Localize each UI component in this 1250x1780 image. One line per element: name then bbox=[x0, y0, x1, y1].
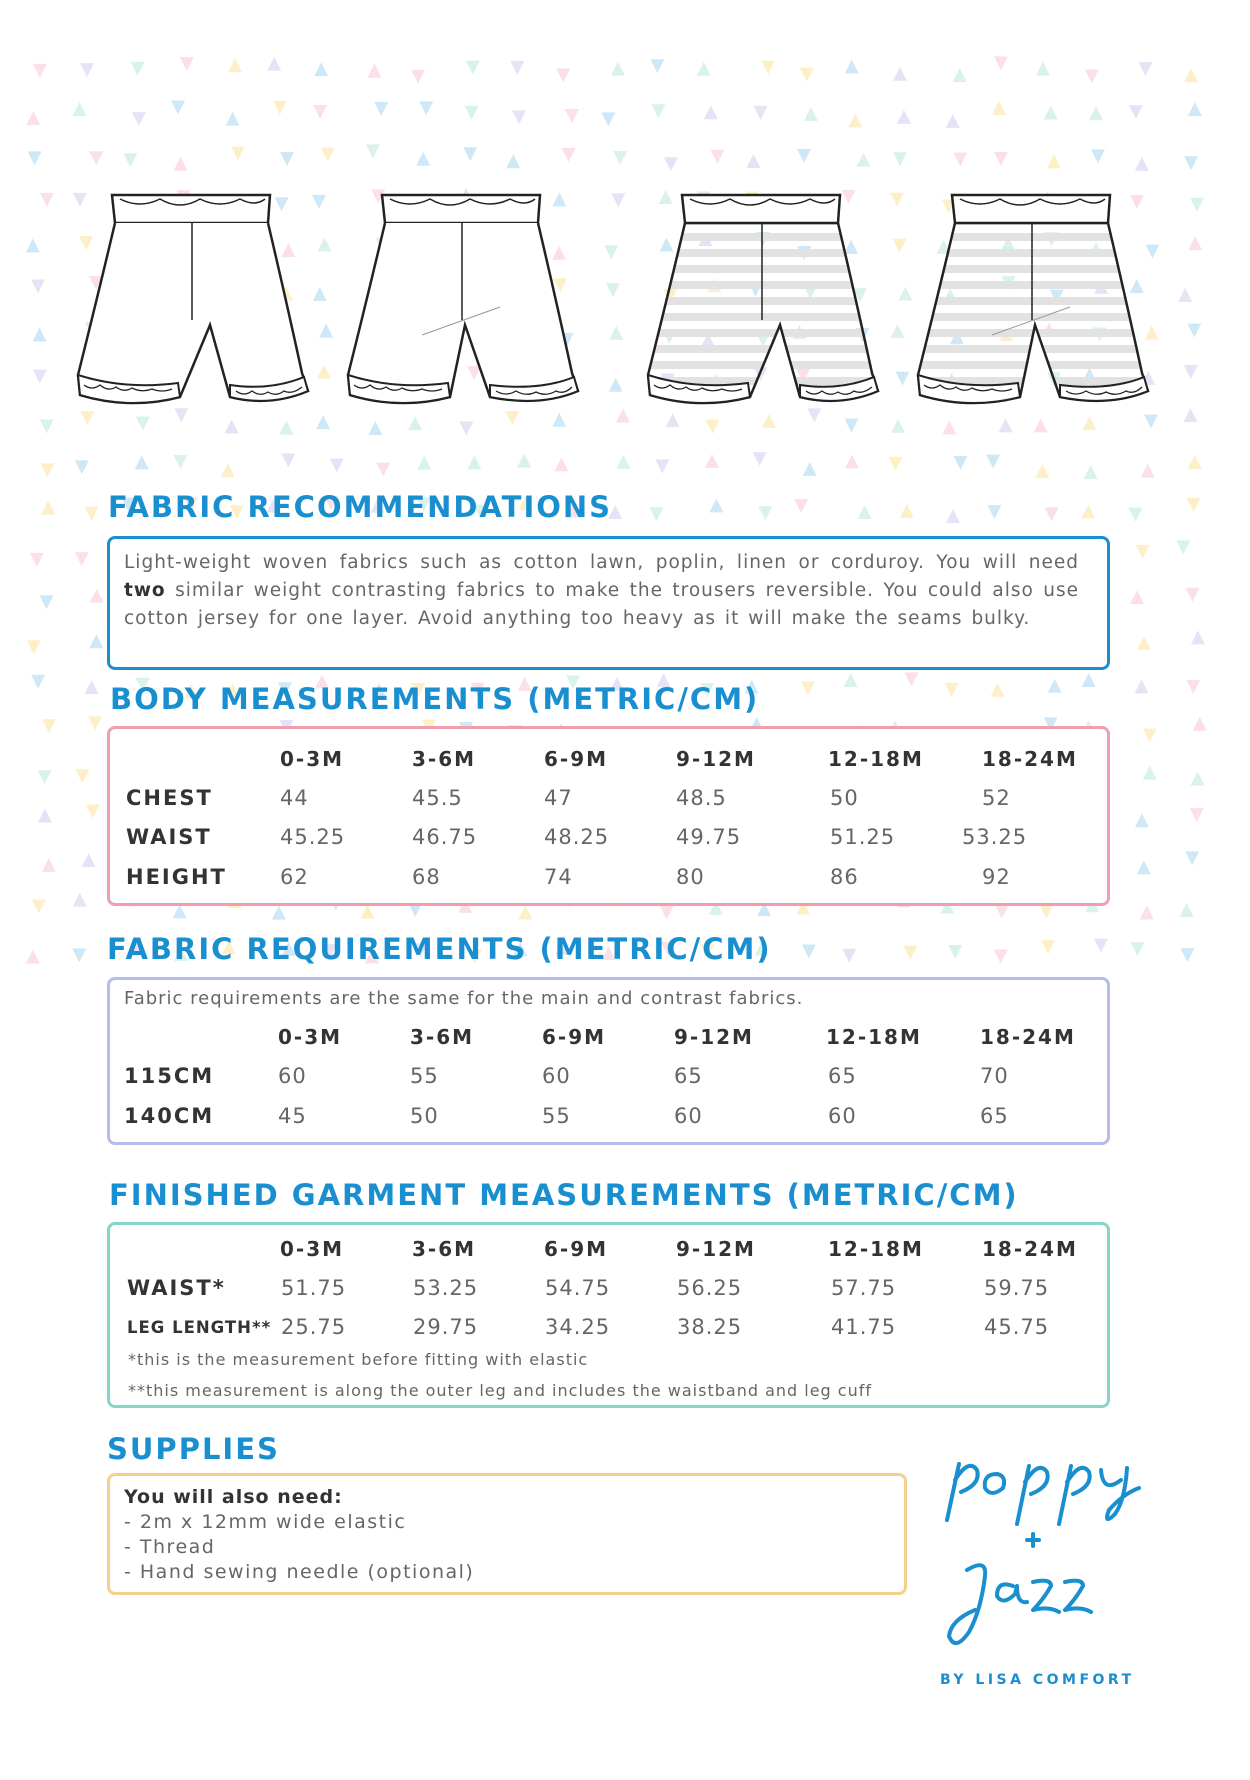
confetti-triangle bbox=[1187, 498, 1201, 512]
confetti-triangle bbox=[281, 453, 295, 467]
table-cell: 55 bbox=[542, 1104, 571, 1128]
confetti-triangle bbox=[226, 112, 240, 126]
table-cell: 50 bbox=[410, 1104, 439, 1128]
table-cell: 60 bbox=[542, 1064, 571, 1088]
confetti-triangle bbox=[660, 906, 674, 920]
confetti-triangle bbox=[803, 462, 817, 476]
confetti-triangle bbox=[173, 904, 187, 918]
supplies-item: - Thread bbox=[124, 1536, 216, 1558]
confetti-triangle bbox=[893, 67, 907, 81]
row-label-height: HEIGHT bbox=[126, 865, 227, 889]
fabric-text-bold: two bbox=[124, 580, 166, 601]
table-cell: 45.25 bbox=[280, 825, 346, 849]
supplies-title: SUPPLIES bbox=[107, 1432, 280, 1466]
table-cell: 74 bbox=[544, 865, 573, 889]
confetti-triangle bbox=[990, 683, 1004, 697]
size-header: 6-9M bbox=[544, 1237, 609, 1261]
table-cell: 34.25 bbox=[545, 1315, 611, 1339]
confetti-triangle bbox=[38, 809, 52, 823]
confetti-triangle bbox=[90, 589, 104, 603]
confetti-triangle bbox=[416, 152, 430, 166]
confetti-triangle bbox=[30, 553, 44, 567]
confetti-triangle bbox=[135, 455, 149, 469]
confetti-triangle bbox=[368, 64, 382, 78]
confetti-triangle bbox=[85, 680, 99, 694]
supplies-heading: You will also need: bbox=[124, 1486, 343, 1508]
confetti-triangle bbox=[1045, 507, 1059, 521]
size-header: 3-6M bbox=[412, 1237, 477, 1261]
confetti-triangle bbox=[465, 106, 479, 120]
confetti-triangle bbox=[73, 893, 87, 907]
supplies-box bbox=[107, 1473, 907, 1595]
footnote-leg-length: **this measurement is along the outer leg and includes the waistband and leg cuff bbox=[128, 1381, 872, 1400]
confetti-triangle bbox=[88, 716, 102, 730]
confetti-triangle bbox=[518, 905, 532, 919]
confetti-triangle bbox=[994, 56, 1008, 70]
confetti-triangle bbox=[417, 456, 431, 470]
body-measurements-title: BODY MEASUREMENTS (METRIC/CM) bbox=[110, 682, 760, 716]
confetti-triangle bbox=[75, 460, 89, 474]
finished-measurements-box bbox=[107, 1222, 1110, 1408]
confetti-triangle bbox=[1048, 679, 1062, 693]
confetti-triangle bbox=[131, 62, 145, 76]
confetti-triangle bbox=[1094, 939, 1108, 953]
table-cell: 55 bbox=[410, 1064, 439, 1088]
confetti-triangle bbox=[314, 62, 328, 76]
table-cell: 25.75 bbox=[281, 1315, 347, 1339]
confetti-triangle bbox=[804, 107, 818, 121]
confetti-triangle bbox=[72, 102, 86, 116]
confetti-triangle bbox=[86, 804, 100, 818]
table-cell: 45 bbox=[278, 1104, 307, 1128]
confetti-triangle bbox=[1188, 455, 1202, 469]
table-cell: 49.75 bbox=[676, 825, 742, 849]
confetti-triangle bbox=[89, 634, 103, 648]
size-header: 6-9M bbox=[542, 1025, 607, 1049]
confetti-triangle bbox=[228, 58, 242, 72]
confetti-triangle bbox=[75, 552, 89, 566]
fabric-text-part-1: Light-weight woven fabrics such as cotton lawn, poplin, linen or corduroy. You will need bbox=[124, 552, 1079, 573]
confetti-triangle bbox=[857, 153, 871, 167]
confetti-triangle bbox=[376, 463, 390, 477]
confetti-triangle bbox=[613, 151, 627, 165]
table-cell: 60 bbox=[278, 1064, 307, 1088]
size-header: 6-9M bbox=[544, 747, 609, 771]
confetti-triangle bbox=[1176, 540, 1190, 554]
table-cell: 68 bbox=[412, 865, 441, 889]
confetti-triangle bbox=[1191, 772, 1205, 786]
confetti-triangle bbox=[554, 457, 568, 471]
confetti-triangle bbox=[89, 151, 103, 165]
confetti-triangle bbox=[842, 949, 856, 963]
confetti-triangle bbox=[512, 110, 526, 124]
confetti-triangle bbox=[797, 149, 811, 163]
table-cell: 45.5 bbox=[412, 786, 463, 810]
table-cell: 92 bbox=[982, 865, 1011, 889]
confetti-triangle bbox=[946, 509, 960, 523]
confetti-triangle bbox=[510, 61, 524, 75]
confetti-triangle bbox=[1136, 545, 1150, 559]
size-header: 18-24M bbox=[982, 747, 1078, 771]
confetti-triangle bbox=[946, 114, 960, 128]
confetti-triangle bbox=[32, 899, 46, 913]
confetti-triangle bbox=[1143, 729, 1157, 743]
confetti-triangle bbox=[845, 455, 859, 469]
byline: BY LISA COMFORT bbox=[940, 1672, 1135, 1688]
confetti-triangle bbox=[171, 101, 185, 115]
confetti-triangle bbox=[562, 148, 576, 162]
confetti-triangle bbox=[704, 105, 718, 119]
fabric-text-part-2: similar weight contrasting fabrics to make the trousers reversible. You could also use cotton jersey for one layer. Avoid anything too heavy as it will make the seams bulky. bbox=[124, 580, 1079, 629]
confetti-triangle bbox=[987, 505, 1001, 519]
confetti-triangle bbox=[953, 153, 967, 167]
confetti-triangle bbox=[903, 946, 917, 960]
size-header: 0-3M bbox=[278, 1025, 343, 1049]
confetti-triangle bbox=[27, 640, 41, 654]
confetti-triangle bbox=[802, 945, 816, 959]
confetti-triangle bbox=[1137, 636, 1151, 650]
table-cell: 41.75 bbox=[831, 1315, 897, 1339]
confetti-triangle bbox=[1135, 679, 1149, 693]
confetti-triangle bbox=[616, 455, 630, 469]
confetti-triangle bbox=[39, 595, 53, 609]
confetti-triangle bbox=[995, 904, 1009, 918]
confetti-triangle bbox=[1081, 505, 1095, 519]
table-cell: 65 bbox=[980, 1104, 1009, 1128]
confetti-triangle bbox=[601, 112, 615, 126]
row-label-waist: WAIST bbox=[126, 825, 212, 849]
row-label-115cm: 115CM bbox=[124, 1064, 215, 1088]
table-cell: 46.75 bbox=[412, 825, 478, 849]
confetti-triangle bbox=[1179, 903, 1193, 917]
row-label-waist: WAIST* bbox=[127, 1276, 226, 1300]
confetti-triangle bbox=[321, 148, 335, 162]
confetti-triangle bbox=[280, 152, 294, 166]
confetti-triangle bbox=[1141, 464, 1155, 478]
confetti-triangle bbox=[1143, 766, 1157, 780]
size-header: 0-3M bbox=[280, 747, 345, 771]
confetti-triangle bbox=[1130, 590, 1144, 604]
confetti-triangle bbox=[753, 452, 767, 466]
table-cell: 48.25 bbox=[544, 825, 610, 849]
confetti-triangle bbox=[231, 146, 245, 160]
table-cell: 60 bbox=[674, 1104, 703, 1128]
table-cell: 50 bbox=[830, 786, 859, 810]
supplies-item: - Hand sewing needle (optional) bbox=[124, 1561, 475, 1583]
confetti-triangle bbox=[1184, 156, 1198, 170]
fabric-requirements-box bbox=[107, 977, 1110, 1145]
confetti-triangle bbox=[905, 672, 919, 686]
confetti-triangle bbox=[1135, 157, 1149, 171]
confetti-triangle bbox=[361, 905, 375, 919]
confetti-triangle bbox=[31, 675, 45, 689]
confetti-triangle bbox=[1036, 62, 1050, 76]
fabric-recommendations-box bbox=[107, 536, 1110, 670]
size-header: 9-12M bbox=[674, 1025, 754, 1049]
confetti-triangle bbox=[272, 906, 286, 920]
confetti-triangle bbox=[26, 950, 40, 964]
table-cell: 70 bbox=[980, 1064, 1009, 1088]
confetti-triangle bbox=[517, 454, 531, 468]
confetti-triangle bbox=[953, 68, 967, 82]
table-cell: 53.25 bbox=[962, 825, 1028, 849]
confetti-triangle bbox=[1085, 69, 1099, 83]
confetti-triangle bbox=[1089, 106, 1103, 120]
confetti-triangle bbox=[467, 455, 481, 469]
table-cell: 57.75 bbox=[831, 1276, 897, 1300]
confetti-triangle bbox=[1041, 940, 1055, 954]
confetti-triangle bbox=[221, 463, 235, 477]
size-header: 3-6M bbox=[410, 1025, 475, 1049]
table-cell: 44 bbox=[280, 786, 309, 810]
confetti-triangle bbox=[1190, 808, 1204, 822]
fabric-requirements-title: FABRIC REQUIREMENTS (METRIC/CM) bbox=[107, 932, 772, 966]
size-header: 3-6M bbox=[412, 747, 477, 771]
confetti-triangle bbox=[132, 112, 146, 126]
size-header: 0-3M bbox=[280, 1237, 345, 1261]
confetti-triangle bbox=[374, 102, 388, 116]
poppy-jazz-logo bbox=[925, 1440, 1155, 1660]
confetti-triangle bbox=[650, 59, 664, 73]
confetti-triangle bbox=[888, 457, 902, 471]
confetti-triangle bbox=[1185, 851, 1199, 865]
confetti-triangle bbox=[506, 154, 520, 168]
confetti-triangle bbox=[82, 853, 96, 867]
confetti-triangle bbox=[954, 456, 968, 470]
table-cell: 52 bbox=[982, 786, 1011, 810]
confetti-triangle bbox=[556, 68, 570, 82]
confetti-triangle bbox=[754, 106, 768, 120]
table-cell: 54.75 bbox=[545, 1276, 611, 1300]
confetti-triangle bbox=[411, 70, 425, 84]
table-cell: 86 bbox=[830, 865, 859, 889]
confetti-triangle bbox=[1193, 717, 1207, 731]
confetti-triangle bbox=[900, 504, 914, 518]
confetti-triangle bbox=[565, 109, 579, 123]
confetti-triangle bbox=[1184, 68, 1198, 82]
confetti-triangle bbox=[123, 153, 137, 167]
table-cell: 80 bbox=[676, 865, 705, 889]
confetti-triangle bbox=[650, 507, 664, 521]
table-cell: 60 bbox=[828, 1104, 857, 1128]
confetti-triangle bbox=[28, 151, 42, 165]
confetti-triangle bbox=[709, 498, 723, 512]
table-cell: 65 bbox=[674, 1064, 703, 1088]
confetti-triangle bbox=[1039, 905, 1053, 919]
size-header: 12-18M bbox=[828, 1237, 924, 1261]
confetti-triangle bbox=[761, 61, 775, 75]
confetti-triangle bbox=[267, 57, 281, 71]
size-header: 18-24M bbox=[980, 1025, 1076, 1049]
confetti-triangle bbox=[948, 945, 962, 959]
confetti-triangle bbox=[1128, 508, 1142, 522]
confetti-triangle bbox=[992, 101, 1006, 115]
confetti-triangle bbox=[848, 114, 862, 128]
confetti-triangle bbox=[1082, 673, 1096, 687]
size-header: 18-24M bbox=[982, 1237, 1078, 1261]
confetti-triangle bbox=[463, 147, 477, 161]
table-cell: 38.25 bbox=[677, 1315, 743, 1339]
confetti-triangle bbox=[1186, 588, 1200, 602]
table-cell: 29.75 bbox=[413, 1315, 479, 1339]
confetti-triangle bbox=[42, 858, 56, 872]
supplies-item: - 2m x 12mm wide elastic bbox=[124, 1511, 407, 1533]
size-header: 12-18M bbox=[826, 1025, 922, 1049]
confetti-triangle bbox=[710, 150, 724, 164]
fabric-recommendations-title: FABRIC RECOMMENDATIONS bbox=[108, 490, 613, 524]
confetti-triangle bbox=[1130, 942, 1144, 956]
confetti-triangle bbox=[897, 110, 911, 124]
confetti-triangle bbox=[994, 152, 1008, 166]
confetti-triangle bbox=[994, 950, 1008, 964]
confetti-triangle bbox=[1188, 102, 1202, 116]
shorts-front-plain-icon bbox=[70, 185, 310, 435]
confetti-triangle bbox=[611, 62, 625, 76]
confetti-triangle bbox=[858, 505, 872, 519]
confetti-triangle bbox=[330, 458, 344, 472]
confetti-triangle bbox=[758, 506, 772, 520]
table-cell: 45.75 bbox=[984, 1315, 1050, 1339]
body-measurements-box bbox=[107, 726, 1110, 906]
shorts-back-plain-icon bbox=[340, 185, 580, 435]
shorts-front-striped-icon bbox=[640, 185, 880, 435]
confetti-triangle bbox=[42, 719, 56, 733]
confetti-triangle bbox=[366, 144, 380, 158]
size-header: 9-12M bbox=[676, 747, 756, 771]
confetti-triangle bbox=[40, 463, 54, 477]
confetti-triangle bbox=[801, 681, 815, 695]
confetti-triangle bbox=[1044, 105, 1058, 119]
confetti-triangle bbox=[75, 769, 89, 783]
fabric-recommendations-text bbox=[124, 549, 1079, 633]
confetti-triangle bbox=[986, 455, 1000, 469]
size-header: 9-12M bbox=[676, 1237, 756, 1261]
confetti-triangle bbox=[705, 454, 719, 468]
table-cell: 56.25 bbox=[677, 1276, 743, 1300]
table-cell: 59.75 bbox=[984, 1276, 1050, 1300]
confetti-triangle bbox=[41, 501, 55, 515]
confetti-triangle bbox=[651, 104, 665, 118]
confetti-triangle bbox=[945, 683, 959, 697]
confetti-triangle bbox=[664, 157, 678, 171]
confetti-triangle bbox=[33, 64, 47, 78]
confetti-triangle bbox=[794, 499, 808, 513]
confetti-triangle bbox=[38, 770, 52, 784]
table-cell: 62 bbox=[280, 865, 309, 889]
confetti-triangle bbox=[72, 948, 86, 962]
confetti-triangle bbox=[1035, 464, 1049, 478]
confetti-triangle bbox=[655, 460, 669, 474]
size-header: 12-18M bbox=[828, 747, 924, 771]
confetti-triangle bbox=[1137, 860, 1151, 874]
finished-measurements-title: FINISHED GARMENT MEASUREMENTS (METRIC/CM) bbox=[109, 1178, 1019, 1212]
confetti-triangle bbox=[26, 111, 40, 125]
row-label-140cm: 140CM bbox=[124, 1104, 215, 1128]
confetti-triangle bbox=[1084, 465, 1098, 479]
confetti-triangle bbox=[1047, 154, 1061, 168]
confetti-triangle bbox=[80, 63, 94, 77]
confetti-triangle bbox=[1139, 62, 1153, 76]
confetti-triangle bbox=[845, 59, 859, 73]
row-label-leg-length: LEG LENGTH** bbox=[127, 1318, 272, 1337]
row-label-chest: CHEST bbox=[126, 786, 213, 810]
confetti-triangle bbox=[419, 101, 433, 115]
table-cell: 53.25 bbox=[413, 1276, 479, 1300]
confetti-triangle bbox=[746, 154, 760, 168]
table-cell: 47 bbox=[544, 786, 573, 810]
confetti-triangle bbox=[173, 157, 187, 171]
confetti-triangle bbox=[1140, 905, 1154, 919]
confetti-triangle bbox=[1191, 630, 1205, 644]
confetti-triangle bbox=[800, 68, 814, 82]
confetti-triangle bbox=[173, 455, 187, 469]
table-cell: 51.75 bbox=[281, 1276, 347, 1300]
confetti-triangle bbox=[893, 152, 907, 166]
confetti-triangle bbox=[1129, 105, 1143, 119]
confetti-triangle bbox=[844, 673, 858, 687]
footnote-waist: *this is the measurement before fitting with elastic bbox=[128, 1350, 589, 1369]
confetti-triangle bbox=[85, 507, 99, 521]
table-cell: 51.25 bbox=[830, 825, 896, 849]
confetti-triangle bbox=[180, 57, 194, 71]
confetti-triangle bbox=[697, 62, 711, 76]
table-cell: 65 bbox=[828, 1064, 857, 1088]
confetti-triangle bbox=[1186, 680, 1200, 694]
garment-illustrations bbox=[0, 185, 1250, 445]
table-cell: 48.5 bbox=[676, 786, 727, 810]
shorts-back-striped-icon bbox=[910, 185, 1150, 435]
confetti-triangle bbox=[1180, 948, 1194, 962]
confetti-triangle bbox=[273, 101, 287, 115]
confetti-triangle bbox=[1091, 149, 1105, 163]
fabric-requirements-note: Fabric requirements are the same for the main and contrast fabrics. bbox=[124, 988, 804, 1009]
confetti-triangle bbox=[1135, 813, 1149, 827]
confetti-triangle bbox=[313, 105, 327, 119]
confetti-triangle bbox=[466, 61, 480, 75]
